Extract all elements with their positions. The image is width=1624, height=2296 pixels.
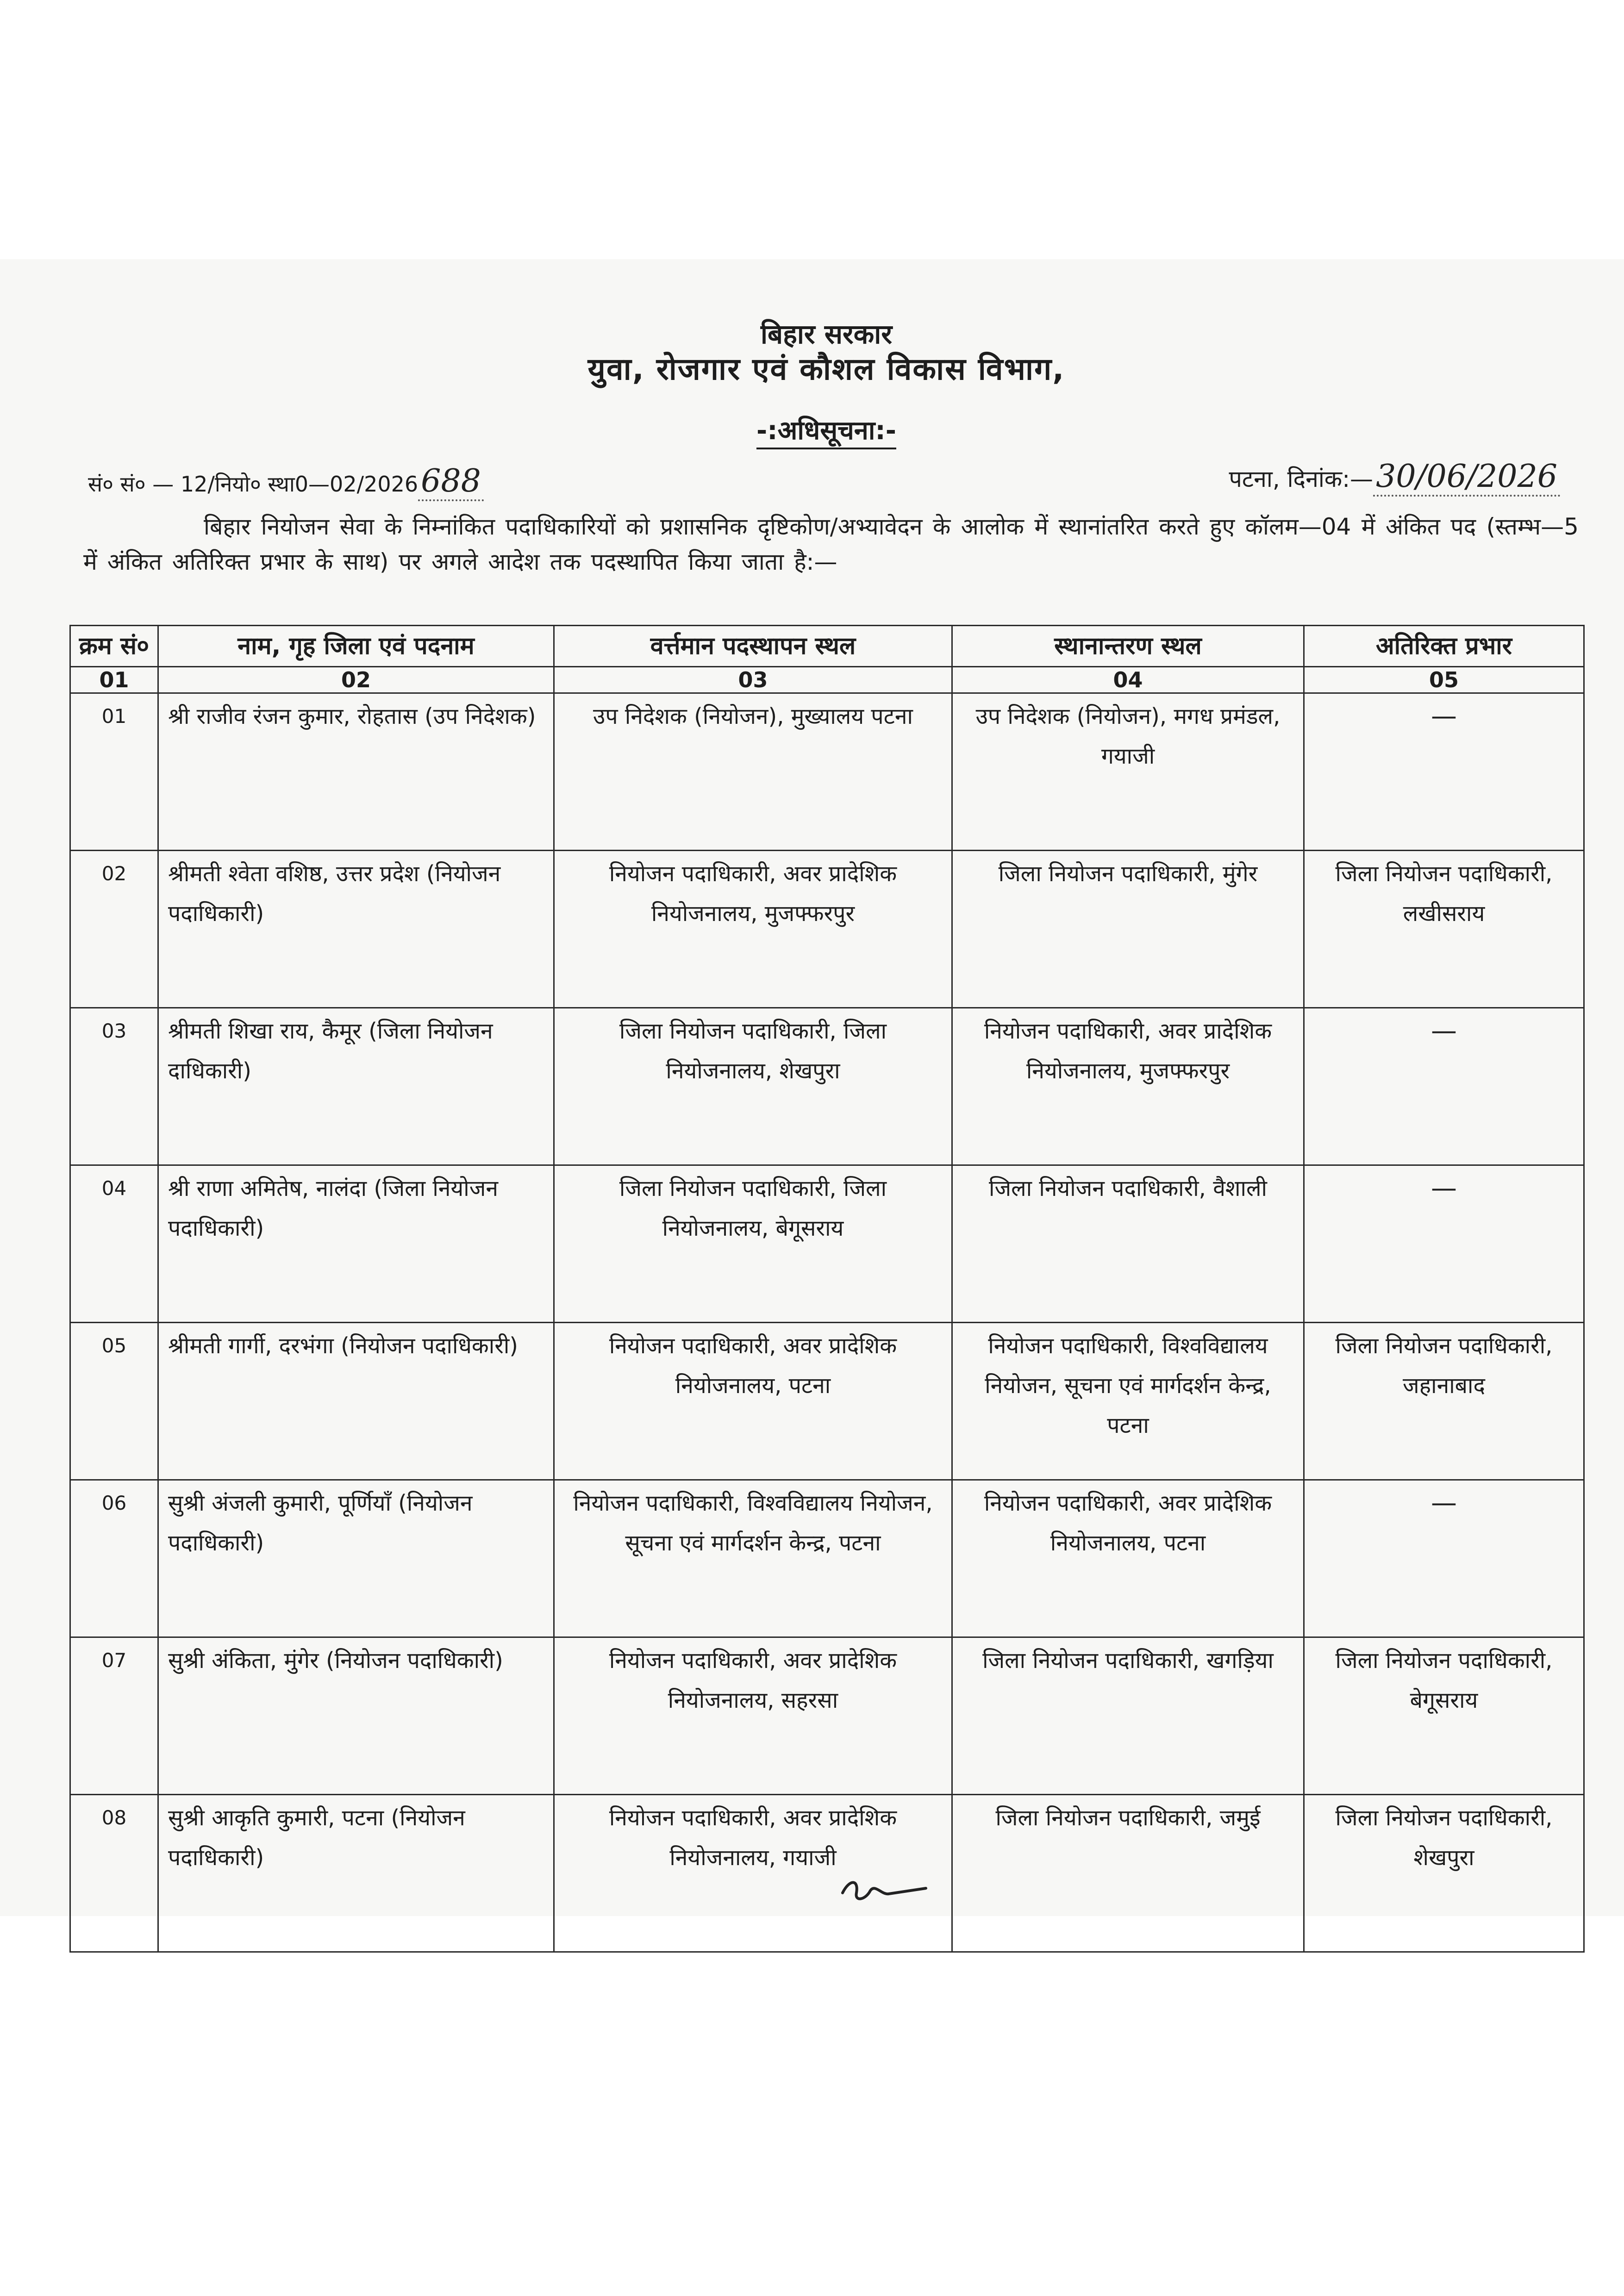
reference-number (88, 463, 484, 499)
current-posting: जिला नियोजन पदाधिकारी, जिला नियोजनालय, शेखपुरा (554, 1008, 952, 1165)
officer-name: सुश्री अंकिता, मुंगेर (नियोजन पदाधिकारी) (158, 1637, 554, 1795)
current-posting: नियोजन पदाधिकारी, अवर प्रादेशिक नियोजनालय, पटना (554, 1323, 952, 1480)
handwritten-number: 688 (418, 463, 484, 501)
additional-charge: जिला नियोजन पदाधिकारी, बेगूसराय (1304, 1637, 1584, 1795)
current-posting: नियोजन पदाधिकारी, विश्वविद्यालय नियोजन, सूचना एवं मार्गदर्शन केन्द्र, पटना (554, 1480, 952, 1637)
transfer-place: जिला नियोजन पदाधिकारी, खगड़िया (952, 1637, 1304, 1795)
column-number: 01 (70, 667, 158, 693)
handwritten-date: 30/06/2026 (1373, 458, 1560, 497)
additional-charge: — (1304, 1480, 1584, 1637)
column-number: 02 (158, 667, 554, 693)
notification-document (69, 259, 1583, 1916)
signature-mark (838, 1874, 931, 1907)
govt-heading: बिहार सरकार (760, 318, 893, 350)
current-posting: नियोजन पदाधिकारी, अवर प्रादेशिक नियोजनालय, सहरसा (554, 1637, 952, 1795)
officer-name: श्रीमती गार्गी, दरभंगा (नियोजन पदाधिकारी) (158, 1323, 554, 1480)
serial-number: 02 (70, 851, 158, 1008)
table-row (70, 1008, 1584, 1165)
current-posting: नियोजन पदाधिकारी, अवर प्रादेशिक नियोजनालय, मुजफ्फरपुर (554, 851, 952, 1008)
column-number: 03 (554, 667, 952, 693)
transfer-place: नियोजन पदाधिकारी, अवर प्रादेशिक नियोजनालय, पटना (952, 1480, 1304, 1637)
serial-number: 05 (70, 1323, 158, 1480)
transfer-place: जिला नियोजन पदाधिकारी, जमुई (952, 1795, 1304, 1952)
header-current-posting: वर्त्तमान पदस्थापन स्थल (554, 626, 952, 667)
serial-number: 01 (70, 693, 158, 851)
header-additional-charge: अतिरिक्त प्रभार (1304, 626, 1584, 667)
table-row (70, 1323, 1584, 1480)
serial-number: 06 (70, 1480, 158, 1637)
place-date-label: पटना, दिनांक:— (1229, 466, 1374, 492)
table-header-row (70, 626, 1584, 667)
officer-name: श्रीमती शिखा राय, कैमूर (जिला नियोजन दाधिकारी) (158, 1008, 554, 1165)
transfer-place: उप निदेशक (नियोजन), मगध प्रमंडल, गयाजी (952, 693, 1304, 851)
serial-number: 07 (70, 1637, 158, 1795)
reference-prefix: सं० सं० — 12/नियो० स्था0—02/2026 (88, 472, 418, 497)
table-row (70, 1637, 1584, 1795)
additional-charge: जिला नियोजन पदाधिकारी, शेखपुरा (1304, 1795, 1584, 1952)
column-number-row (70, 667, 1584, 693)
officer-name: श्री राजीव रंजन कुमार, रोहतास (उप निदेशक) (158, 693, 554, 851)
additional-charge: — (1304, 1008, 1584, 1165)
header-transfer-place: स्थानान्तरण स्थल (952, 626, 1304, 667)
header-sn: क्रम सं० (70, 626, 158, 667)
notice-title: -:अधिसूचना:- (69, 412, 1583, 447)
department-heading: युवा, रोजगार एवं कौशल विकास विभाग, (587, 351, 1065, 387)
transfer-place: जिला नियोजन पदाधिकारी, मुंगेर (952, 851, 1304, 1008)
column-number: 04 (952, 667, 1304, 693)
transfer-place: नियोजन पदाधिकारी, अवर प्रादेशिक नियोजनालय, मुजफ्फरपुर (952, 1008, 1304, 1165)
place-date (1229, 458, 1560, 495)
additional-charge: — (1304, 693, 1584, 851)
officer-name: सुश्री अंजली कुमारी, पूर्णियाँ (नियोजन पदाधिकारी) (158, 1480, 554, 1637)
table-row (70, 1795, 1584, 1952)
table-row (70, 693, 1584, 851)
transfer-table (69, 625, 1585, 1953)
current-posting: जिला नियोजन पदाधिकारी, जिला नियोजनालय, बेगूसराय (554, 1165, 952, 1323)
serial-number: 08 (70, 1795, 158, 1952)
current-posting: उप निदेशक (नियोजन), मुख्यालय पटना (554, 693, 952, 851)
transfer-place: नियोजन पदाधिकारी, विश्वविद्यालय नियोजन, सूचना एवं मार्गदर्शन केन्द्र, पटना (952, 1323, 1304, 1480)
header-name: नाम, गृह जिला एवं पदनाम (158, 626, 554, 667)
transfer-place: जिला नियोजन पदाधिकारी, वैशाली (952, 1165, 1304, 1323)
additional-charge: — (1304, 1165, 1584, 1323)
officer-name: श्रीमती श्वेता वशिष्ठ, उत्तर प्रदेश (नियोजन पदाधिकारी) (158, 851, 554, 1008)
officer-name: सुश्री आकृति कुमारी, पटना (नियोजन पदाधिकारी) (158, 1795, 554, 1952)
current-posting: नियोजन पदाधिकारी, अवर प्रादेशिक नियोजनालय, गयाजी (554, 1795, 952, 1952)
column-number: 05 (1304, 667, 1584, 693)
serial-number: 03 (70, 1008, 158, 1165)
additional-charge: जिला नियोजन पदाधिकारी, लखीसराय (1304, 851, 1584, 1008)
table-row (70, 851, 1584, 1008)
additional-charge: जिला नियोजन पदाधिकारी, जहानाबाद (1304, 1323, 1584, 1480)
table-row (70, 1165, 1584, 1323)
table-row (70, 1480, 1584, 1637)
serial-number: 04 (70, 1165, 158, 1323)
officer-name: श्री राणा अमितेष, नालंदा (जिला नियोजन पदाधिकारी) (158, 1165, 554, 1323)
intro-paragraph: बिहार नियोजन सेवा के निम्नांकित पदाधिकारियों को प्रशासनिक दृष्टिकोण/अभ्यावेदन के आलोक में स्थानांतरित करते हुए कॉलम—04 में अंकित पद (स्तम्भ—5 में अंकित अतिरिक्त प्रभार के साथ) पर अगले आदेश तक पदस्थापित किया जाता है:— (83, 513, 1579, 575)
